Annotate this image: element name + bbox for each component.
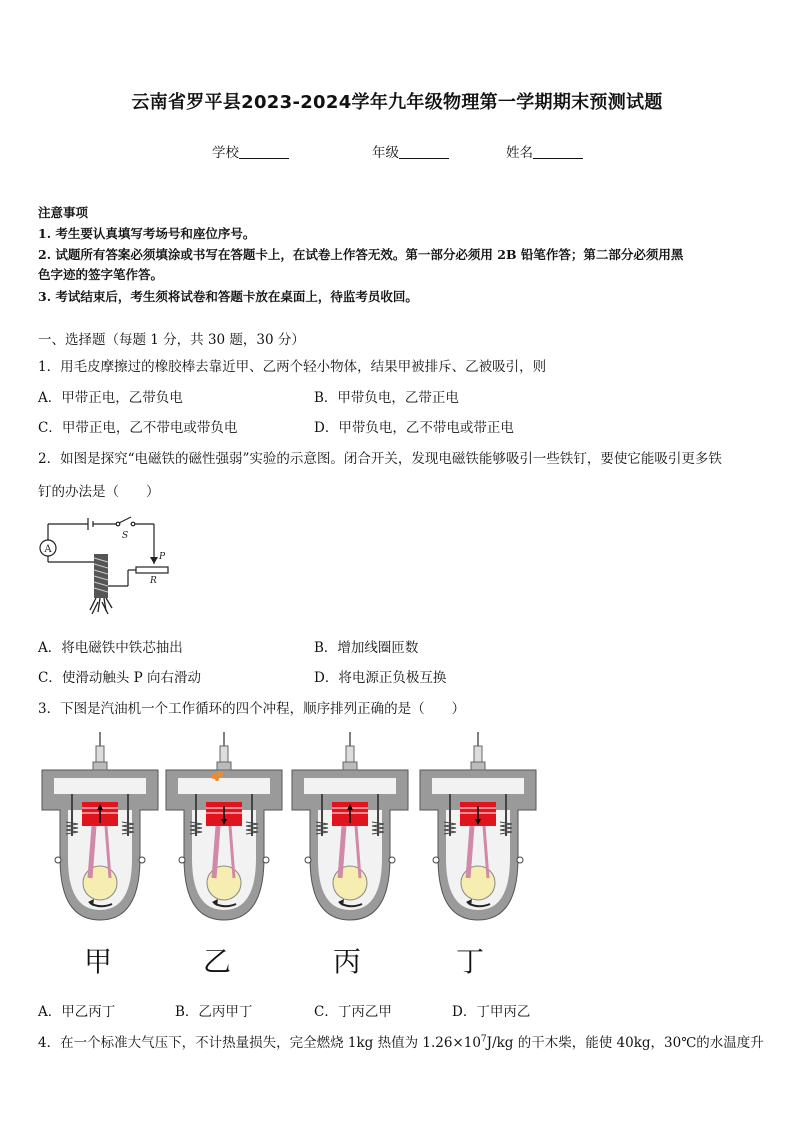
- notes-heading: 注意事项: [38, 205, 89, 220]
- engine-stroke-bing: [292, 732, 408, 920]
- note-item: 2. 试题所有答案必须填涂或书写在答题卡上，在试卷上作答无效。第一部分必须用 2B 铅笔作答；第二部分必须用黑: [38, 247, 684, 262]
- school-field[interactable]: [212, 141, 289, 161]
- q2-option-b[interactable]: B．增加线圈匝数: [314, 640, 419, 656]
- q2-stem: 2．如图是探究“电磁铁的磁性强弱”实验的示意图。闭合开关，发现电磁铁能够吸引一些铁钉，要使它能吸引更多铁: [38, 451, 722, 467]
- q4-stem-prefix: 4．在一个标准大气压下，不计热量损失，完全燃烧 1kg 热值为 1.26×10: [38, 1035, 481, 1051]
- engine-label-jia: 甲: [84, 945, 113, 978]
- section-heading: 一、选择题（每题 1 分，共 30 题，30 分）: [38, 332, 305, 348]
- q1-option-b[interactable]: B．甲带负电，乙带正电: [314, 390, 459, 406]
- page-title: 云南省罗平县2023-2024学年九年级物理第一学期期末预测试题: [131, 92, 663, 113]
- engine-label-bing: 丙: [333, 945, 362, 978]
- note-item: 1. 考生要认真填写考场号和座位序号。: [38, 226, 256, 241]
- iron-nails-icon: [90, 598, 112, 614]
- q4-stem-exponent: 7: [480, 1034, 487, 1045]
- slider-label: P: [159, 552, 166, 562]
- q2-option-a[interactable]: A．将电磁铁中铁芯抽出: [38, 640, 183, 656]
- engine-stroke-yi: [166, 732, 282, 920]
- electromagnet-circuit-diagram: [36, 510, 176, 620]
- q1-option-d[interactable]: D．甲带负电，乙不带电或带正电: [314, 420, 514, 436]
- coil-icon: [94, 554, 108, 598]
- resistor-label: R: [150, 576, 157, 586]
- q3-option-b[interactable]: B．乙丙甲丁: [175, 1004, 253, 1020]
- school-label: 学校: [212, 145, 239, 161]
- q3-stem: 3．下图是汽油机一个工作循环的四个冲程，顺序排列正确的是（ ）: [38, 701, 466, 717]
- q4-stem-suffix: J/kg 的干木柴，能使 40kg，30℃的水温度升: [486, 1035, 764, 1051]
- q1-stem: 1．用毛皮摩擦过的橡胶棒去靠近甲、乙两个轻小物体，结果甲被排斥、乙被吸引，则: [38, 359, 547, 375]
- ammeter-label: A: [44, 544, 52, 555]
- q3-option-d[interactable]: D．丁甲丙乙: [452, 1004, 531, 1020]
- grade-field[interactable]: [372, 141, 449, 161]
- engine-stroke-jia: [42, 732, 158, 920]
- note-item: 色字迹的签字笔作答。: [38, 267, 164, 282]
- switch-label: S: [122, 531, 129, 541]
- note-item: 3. 考试结束后，考生须将试卷和答题卡放在桌面上，待监考员收回。: [38, 289, 418, 304]
- q3-option-a[interactable]: A．甲乙丙丁: [38, 1004, 116, 1020]
- q3-option-c[interactable]: C．丁丙乙甲: [314, 1004, 392, 1020]
- engine-label-ding: 丁: [456, 945, 485, 978]
- name-label: 姓名: [506, 145, 533, 161]
- q2-stem-cont: 钉的办法是（ ）: [38, 484, 160, 500]
- engine-stroke-ding: [420, 732, 536, 920]
- q4-stem: [38, 1031, 764, 1051]
- grade-label: 年级: [372, 145, 399, 161]
- engine-strokes-figure: [38, 728, 538, 938]
- q1-option-c[interactable]: C．甲带正电，乙不带电或带负电: [38, 420, 238, 436]
- q2-option-d[interactable]: D．将电源正负极互换: [314, 670, 447, 686]
- engine-label-yi: 乙: [203, 945, 232, 978]
- name-field[interactable]: [506, 141, 583, 161]
- q2-option-c[interactable]: C．使滑动触头 P 向右滑动: [38, 670, 201, 686]
- q1-option-a[interactable]: A．甲带正电，乙带负电: [38, 390, 183, 406]
